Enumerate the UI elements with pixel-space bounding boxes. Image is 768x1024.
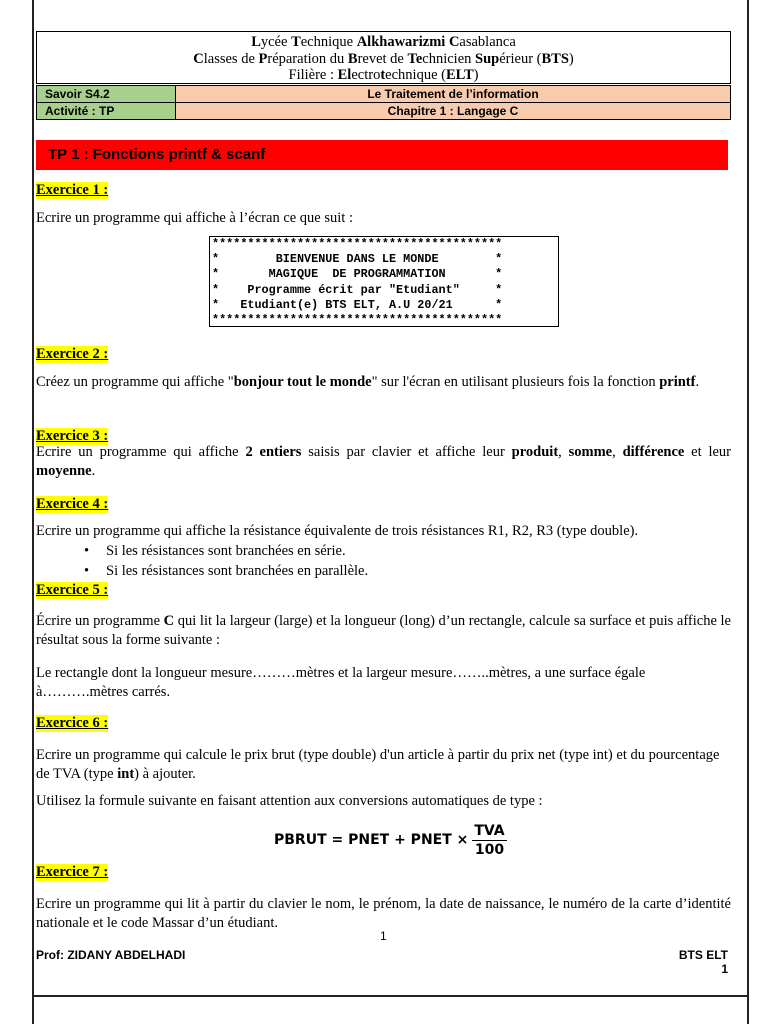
page-border-right bbox=[747, 0, 749, 1024]
price-formula bbox=[274, 820, 507, 860]
chapitre-cell: Chapitre 1 : Langage C bbox=[176, 103, 731, 120]
code-line: * Etudiant(e) BTS ELT, A.U 20/21 * bbox=[212, 297, 503, 312]
field-name: Filière : Electrotechnique (ELT) bbox=[288, 67, 479, 83]
code-line: ***************************************** bbox=[212, 313, 503, 327]
code-line: * MAGIQUE DE PROGRAMMATION * bbox=[212, 267, 503, 282]
fraction-denominator: 100 bbox=[474, 841, 505, 858]
exercise-7-title: Exercice 7 : bbox=[36, 864, 109, 880]
activite-cell: Activité : TP bbox=[37, 103, 176, 120]
code-line: * BIENVENUE DANS LE MONDE * bbox=[212, 252, 503, 267]
program-name: Classes de Préparation du Brevet de Technicien Supérieur (BTS) bbox=[193, 50, 574, 67]
exercise-2-text: Créez un programme qui affiche "bonjour tout le monde" sur l'écran en utilisant plusieurs fois la fonction printf. bbox=[36, 374, 700, 390]
school-header bbox=[36, 31, 731, 84]
code-line: ***************************************** bbox=[212, 237, 503, 251]
exercise-1-text: Ecrire un programme qui affiche à l’écran ce que suit : bbox=[36, 210, 353, 226]
list-item: • Si les résistances sont branchées en parallèle. bbox=[80, 561, 368, 581]
tp-banner: TP 1 : Fonctions printf & scanf bbox=[36, 140, 728, 170]
exercise-4-list bbox=[80, 541, 368, 581]
page-border-left bbox=[32, 0, 34, 1024]
exercise-1-title: Exercice 1 : bbox=[36, 182, 109, 198]
exercise-4-title: Exercice 4 : bbox=[36, 496, 109, 512]
exercise-3-text: Ecrire un programme qui affiche 2 entiers saisis par clavier et affiche leur produit, somme, différence et leur moyenne. bbox=[36, 444, 732, 479]
code-line: * Programme écrit par "Etudiant" * bbox=[212, 282, 503, 297]
page-number: 1 bbox=[380, 929, 387, 943]
theme-cell: Le Traitement de l’information bbox=[176, 86, 731, 103]
formula-lhs: PBRUT = PNET + PNET × bbox=[274, 832, 469, 848]
exercise-6-instruction: Utilisez la formule suivante en faisant attention aux conversions automatiques de type : bbox=[36, 793, 543, 809]
list-item: • Si les résistances sont branchées en série. bbox=[80, 541, 368, 561]
exercise-6-text: Ecrire un programme qui calcule le prix brut (type double) d'un article à partir du prix net (type int) et du pourcentage de TVA (type int) à ajouter. bbox=[36, 747, 720, 782]
exercise-6-title: Exercice 6 : bbox=[36, 715, 109, 731]
fraction-numerator: TVA bbox=[474, 822, 505, 839]
exercise-5-text: Écrire un programme C qui lit la largeur (large) et la longueur (long) d’un rectangle, calcule sa surface et puis affiche le résultat sous la forme suivante : bbox=[36, 613, 731, 648]
exercise-4-text: Ecrire un programme qui affiche la résistance équivalente de trois résistances R1, R2, R3 (type double). bbox=[36, 523, 639, 539]
footer-class: BTS ELT 1 bbox=[678, 948, 728, 976]
formula-fraction bbox=[472, 822, 506, 859]
school-name: Lycée Technique Alkhawarizmi Casablanca bbox=[251, 34, 516, 50]
info-table bbox=[36, 85, 731, 120]
savoir-cell: Savoir S4.2 bbox=[37, 86, 176, 103]
exercise-2-title: Exercice 2 : bbox=[36, 346, 109, 362]
footer-teacher: Prof: ZIDANY ABDELHADI bbox=[36, 948, 186, 962]
page-border-bottom bbox=[32, 995, 749, 997]
exercise-3-title: Exercice 3 : bbox=[36, 428, 109, 444]
exercise-5-format: Le rectangle dont la longueur mesure………mètres et la largeur mesure……..mètres, a une surface égale à……….mètres carrés. bbox=[36, 665, 646, 700]
exercise-5-title: Exercice 5 : bbox=[36, 582, 109, 598]
console-output-box bbox=[209, 236, 559, 327]
exercise-7-text: Ecrire un programme qui lit à partir du clavier le nom, le prénom, la date de naissance, le numéro de la carte d’identité nationale et le code Massar d’un étudiant. bbox=[36, 896, 731, 931]
